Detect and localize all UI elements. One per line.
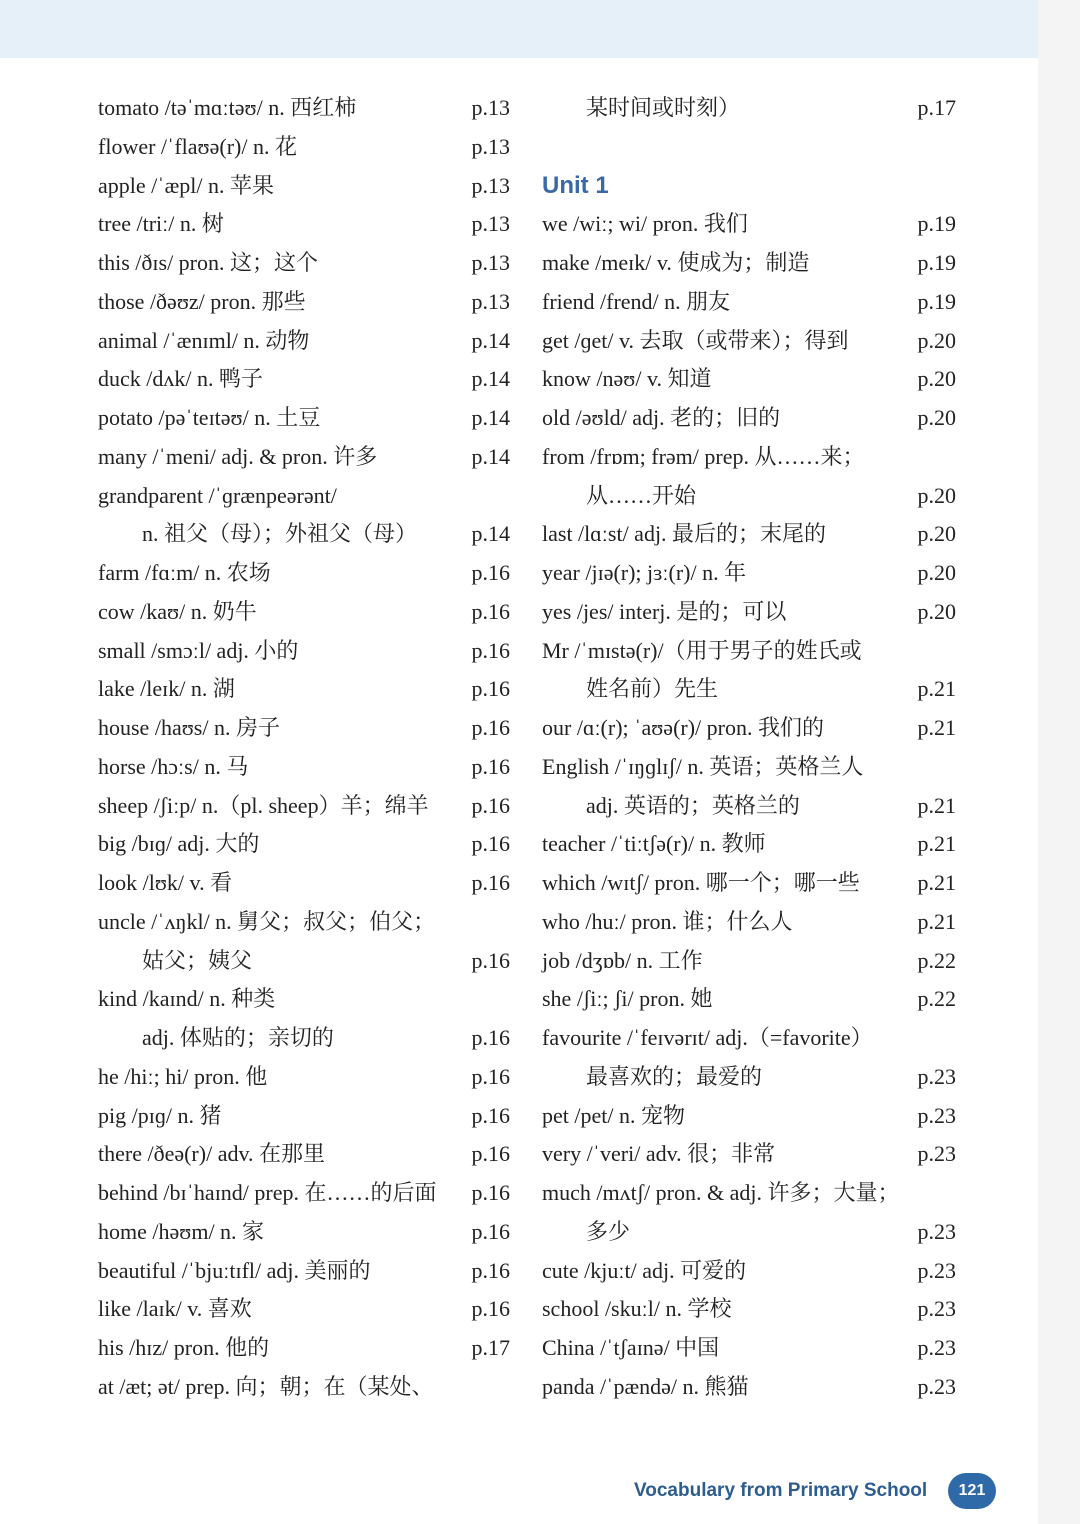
vocab-entry	[542, 1135, 956, 1174]
vocab-page-ref: p.16	[471, 1296, 510, 1322]
vocab-entry-text: potato /pəˈteɪtəʊ/ n. 土豆	[98, 405, 321, 430]
vocab-entry-text: Mr /ˈmɪstə(r)/（用于男子的姓氏或	[542, 637, 862, 663]
vocab-page-ref: p.16	[471, 1257, 510, 1283]
vocab-entry	[542, 1097, 956, 1136]
vocab-entry-text: behind /bɪˈhaɪnd/ prep. 在……的后面	[98, 1180, 437, 1205]
vocab-entry	[542, 709, 956, 748]
vocab-entry	[542, 1174, 956, 1213]
vocab-page-ref: p.23	[917, 1257, 956, 1283]
vocab-page-ref: p.23	[917, 1296, 956, 1322]
vocab-entry-text: pet /pet/ n. 宠物	[542, 1102, 685, 1128]
vocab-entry	[98, 1019, 510, 1058]
vocab-entry	[98, 554, 510, 593]
vocab-entry-text: very /ˈveri/ adv. 很；非常	[542, 1141, 776, 1167]
vocab-page-ref: p.13	[471, 211, 510, 237]
vocab-page-ref: p.16	[471, 598, 510, 624]
vocab-entry-text: tomato /təˈmɑːtəʊ/ n. 西红柿	[98, 95, 357, 120]
vocab-page-ref: p.20	[917, 598, 956, 624]
vocab-page-ref: p.13	[471, 95, 510, 120]
vocab-entry-text: big /bɪɡ/ adj. 大的	[98, 831, 260, 857]
vocab-entry-text: he /hiː; hi/ pron. 他	[98, 1063, 268, 1089]
vocab-entry	[98, 1174, 510, 1213]
vocab-page-ref: p.21	[917, 792, 956, 818]
vocab-entry	[98, 670, 510, 709]
vocab-entry	[98, 515, 510, 554]
vocab-entry	[98, 593, 510, 632]
vocab-entry-text: 从……开始	[586, 482, 697, 508]
vocab-entry	[98, 709, 510, 748]
page-number-badge: 121	[948, 1473, 996, 1509]
vocab-entry-text: yes /jes/ interj. 是的；可以	[542, 598, 787, 624]
vocab-entry-text: grandparent /ˈɡrænpeərənt/	[98, 482, 337, 508]
vocab-entry-text: like /laɪk/ v. 喜欢	[98, 1296, 252, 1322]
vocab-entry-text: tree /triː/ n. 树	[98, 211, 224, 237]
vocab-entry	[542, 1252, 956, 1291]
vocab-entry	[98, 244, 510, 283]
vocab-entry	[542, 1058, 956, 1097]
vocab-entry-text: uncle /ˈʌŋkl/ n. 舅父；叔父；伯父；	[98, 908, 436, 934]
vocab-entry-text: sheep /ʃiːp/ n.（pl. sheep）羊；绵羊	[98, 792, 429, 818]
vocab-entry	[542, 903, 956, 942]
vocab-entry	[542, 980, 956, 1019]
vocab-page-ref: p.16	[471, 1218, 510, 1244]
vocab-page-ref: p.16	[471, 1102, 510, 1128]
vocab-page-ref: p.19	[917, 250, 956, 275]
vocab-entry-text: favourite /ˈfeɪvərɪt/ adj.（=favorite）	[542, 1025, 873, 1050]
vocab-page-ref: p.13	[471, 133, 510, 159]
unit-heading	[542, 167, 956, 206]
vocab-page-ref: p.20	[917, 366, 956, 392]
vocab-entry	[542, 477, 956, 516]
vocab-entry-text: 姑父；姨父	[142, 947, 253, 973]
vocab-page-ref: p.16	[471, 831, 510, 857]
vocab-page-ref: p.23	[917, 1102, 956, 1128]
vocab-entry	[98, 1329, 510, 1368]
vocab-entry-text: cute /kjuːt/ adj. 可爱的	[542, 1257, 747, 1283]
vocab-page-ref: p.17	[917, 95, 956, 120]
vocab-page-ref: p.14	[471, 366, 510, 392]
vocab-page-ref: p.23	[917, 1335, 956, 1360]
vocab-page-ref: p.14	[471, 443, 510, 469]
vocab-page-ref: p.21	[917, 715, 956, 740]
vocab-entry-text: there /ðeə(r)/ adv. 在那里	[98, 1141, 326, 1167]
vocab-entry	[98, 1213, 510, 1252]
vocab-page-ref: p.16	[471, 637, 510, 663]
vocab-entry	[98, 477, 510, 516]
vocab-entry	[98, 167, 510, 206]
vocab-entry-text: 某时间或时刻）	[586, 95, 741, 120]
vocab-entry	[98, 438, 510, 477]
footer-book-section-title: Vocabulary from Primary School	[634, 1480, 928, 1501]
vocab-entry-text: animal /ˈænɪml/ n. 动物	[98, 327, 310, 353]
vocab-entry	[542, 438, 956, 477]
vocab-page-ref: p.22	[917, 947, 956, 973]
vocab-entry	[542, 632, 956, 671]
vocab-entry-text: lake /leɪk/ n. 湖	[98, 676, 235, 702]
unit-heading-label: Unit 1	[542, 171, 609, 199]
vocab-entry	[542, 942, 956, 981]
vocab-page-ref: p.16	[471, 1063, 510, 1089]
page-edge-shadow	[1038, 0, 1080, 1524]
vocab-entry-text: small /smɔːl/ adj. 小的	[98, 637, 299, 663]
vocab-page-ref: p.16	[471, 560, 510, 585]
vocab-entry	[98, 748, 510, 787]
vocab-entry	[542, 89, 956, 128]
vocab-page-ref: p.23	[917, 1373, 956, 1399]
vocab-entry	[542, 1213, 956, 1252]
vocab-entry-text: 姓名前）先生	[586, 676, 719, 702]
vocab-entry-text: know /nəʊ/ v. 知道	[542, 366, 712, 392]
vocab-entry	[98, 1097, 510, 1136]
vocab-entry-text: his /hɪz/ pron. 他的	[98, 1335, 270, 1360]
vocab-entry-text: year /jɪə(r); jɜː(r)/ n. 年	[542, 560, 747, 585]
vocab-entry-text: 多少	[586, 1218, 631, 1244]
left-vocabulary-column	[98, 89, 510, 1407]
vocab-entry-text: house /haʊs/ n. 房子	[98, 715, 280, 740]
vocab-entry-text: farm /fɑːm/ n. 农场	[98, 560, 271, 585]
vocab-page-ref: p.16	[471, 870, 510, 895]
vocab-page-ref: p.20	[917, 521, 956, 547]
vocab-entry-text: pig /pɪɡ/ n. 猪	[98, 1102, 222, 1128]
vocab-entry	[542, 399, 956, 438]
vocab-page-ref: p.13	[471, 172, 510, 198]
vocab-page-ref: p.16	[471, 792, 510, 818]
vocab-entry	[98, 787, 510, 826]
vocab-entry	[98, 283, 510, 322]
vocab-entry-text: who /huː/ pron. 谁；什么人	[542, 908, 793, 934]
vocab-entry-text: which /wɪtʃ/ pron. 哪一个；哪一些	[542, 870, 860, 895]
vocab-entry-text: n. 祖父（母）；外祖父（母）	[142, 521, 418, 547]
vocab-entry	[542, 593, 956, 632]
vocab-page-ref: p.20	[917, 482, 956, 508]
vocab-page-ref: p.16	[471, 1180, 510, 1205]
vocab-entry	[542, 283, 956, 322]
vocab-entry	[542, 1329, 956, 1368]
vocab-page-ref: p.16	[471, 676, 510, 702]
vocab-page-ref: p.21	[917, 676, 956, 702]
vocab-entry	[98, 360, 510, 399]
vocab-entry	[98, 825, 510, 864]
vocab-page-ref: p.21	[917, 908, 956, 934]
vocab-entry	[98, 1368, 510, 1407]
vocab-entry-text: 最喜欢的；最爱的	[586, 1063, 763, 1089]
vocab-entry-text: job /dʒɒb/ n. 工作	[542, 947, 703, 973]
vocab-entry-text: horse /hɔːs/ n. 马	[98, 753, 249, 779]
vocab-entry	[542, 1368, 956, 1407]
vocab-entry	[542, 1290, 956, 1329]
vocab-entry	[542, 322, 956, 361]
vocab-entry	[98, 942, 510, 981]
vocab-entry-text: last /lɑːst/ adj. 最后的；末尾的	[542, 521, 827, 547]
vocab-page-ref: p.19	[917, 211, 956, 237]
vocab-entry	[542, 515, 956, 554]
vocab-page-ref: p.16	[471, 1141, 510, 1167]
vocab-page-ref: p.14	[471, 327, 510, 353]
vocab-page-ref: p.21	[917, 831, 956, 857]
vocab-entry-text: she /ʃiː; ʃi/ pron. 她	[542, 986, 713, 1012]
vocab-entry	[542, 825, 956, 864]
vocab-entry-text: China /ˈtʃaɪnə/ 中国	[542, 1335, 720, 1360]
vocab-page-ref: p.23	[917, 1218, 956, 1244]
vocab-page-ref: p.14	[471, 521, 510, 547]
vocab-entry-text: flower /ˈflaʊə(r)/ n. 花	[98, 133, 297, 159]
vocab-entry-text: from /frɒm; frəm/ prep. 从……来；	[542, 443, 865, 469]
vocab-entry-text: kind /kaɪnd/ n. 种类	[98, 986, 276, 1012]
vocab-entry-text: English /ˈɪŋɡlɪʃ/ n. 英语；英格兰人	[542, 753, 864, 779]
vocab-page-ref: p.21	[917, 870, 956, 895]
vocab-page-ref: p.16	[471, 715, 510, 740]
vocab-entry-text: look /lʊk/ v. 看	[98, 870, 233, 895]
vocab-entry	[98, 205, 510, 244]
vocab-entry-text: apple /ˈæpl/ n. 苹果	[98, 172, 274, 198]
vocab-page-ref: p.16	[471, 947, 510, 973]
vocab-entry	[542, 360, 956, 399]
vocab-page-ref: p.23	[917, 1063, 956, 1089]
vocab-entry	[98, 1290, 510, 1329]
vocab-entry-text: this /ðɪs/ pron. 这；这个	[98, 250, 319, 275]
vocab-page-ref: p.19	[917, 288, 956, 314]
vocab-entry-text: teacher /ˈtiːtʃə(r)/ n. 教师	[542, 831, 766, 857]
vocab-page-ref: p.20	[917, 327, 956, 353]
vocab-entry	[542, 244, 956, 283]
vocab-entry-text: cow /kaʊ/ n. 奶牛	[98, 598, 257, 624]
right-vocabulary-column	[542, 89, 956, 1407]
vocab-entry-text: our /ɑː(r); ˈaʊə(r)/ pron. 我们的	[542, 715, 824, 740]
vocab-entry-text: at /æt; ət/ prep. 向；朝；在（某处、	[98, 1373, 434, 1399]
vocab-entry-text: friend /frend/ n. 朋友	[542, 288, 731, 314]
vocab-entry	[542, 864, 956, 903]
vocab-entry-text: beautiful /ˈbjuːtɪfl/ adj. 美丽的	[98, 1257, 371, 1283]
vocab-entry	[98, 864, 510, 903]
vocab-entry	[542, 1019, 956, 1058]
vocab-entry	[98, 89, 510, 128]
vocab-entry-text: panda /ˈpændə/ n. 熊猫	[542, 1373, 749, 1399]
vocab-entry-text: adj. 体贴的；亲切的	[142, 1025, 334, 1050]
vocab-page-ref: p.16	[471, 1025, 510, 1050]
vocab-entry-text: many /ˈmeni/ adj. & pron. 许多	[98, 443, 378, 469]
vocab-page-ref: p.22	[917, 986, 956, 1012]
vocab-entry	[98, 632, 510, 671]
vocab-entry	[98, 1252, 510, 1291]
vocab-entry	[98, 399, 510, 438]
vocab-entry-text: home /həʊm/ n. 家	[98, 1218, 265, 1244]
vocab-entry-text: make /meɪk/ v. 使成为；制造	[542, 250, 810, 275]
vocab-page-ref: p.23	[917, 1141, 956, 1167]
vocab-entry	[98, 1135, 510, 1174]
vocab-entry-text: old /əʊld/ adj. 老的；旧的	[542, 405, 781, 430]
vocab-page-ref: p.13	[471, 288, 510, 314]
vocab-entry	[542, 787, 956, 826]
vocab-entry	[542, 205, 956, 244]
vocab-page-ref: p.14	[471, 405, 510, 430]
vocab-entry-text: much /mʌtʃ/ pron. & adj. 许多；大量；	[542, 1180, 900, 1205]
vocab-entry	[98, 1058, 510, 1097]
vocab-entry	[98, 128, 510, 167]
vocab-entry	[542, 554, 956, 593]
top-header-band	[0, 0, 1038, 58]
vocab-entry	[98, 980, 510, 1019]
vocab-page-ref: p.16	[471, 753, 510, 779]
vocab-entry-text: duck /dʌk/ n. 鸭子	[98, 366, 263, 392]
vocab-page-ref: p.13	[471, 250, 510, 275]
vocab-entry	[98, 903, 510, 942]
vocab-entry	[542, 670, 956, 709]
vocab-entry-text: those /ðəʊz/ pron. 那些	[98, 288, 306, 314]
vocab-entry	[98, 322, 510, 361]
vocab-entry-text: we /wiː; wi/ pron. 我们	[542, 211, 748, 237]
vocab-page-ref: p.20	[917, 560, 956, 585]
vocab-entry	[542, 748, 956, 787]
vocab-entry-text: school /skuːl/ n. 学校	[542, 1296, 732, 1322]
vocab-page-ref: p.20	[917, 405, 956, 430]
vocab-entry-text: adj. 英语的；英格兰的	[586, 792, 800, 818]
vocab-page-ref: p.17	[471, 1335, 510, 1360]
vocab-entry-text: get /ɡet/ v. 去取（或带来）；得到	[542, 327, 849, 353]
vocab-entry	[542, 128, 956, 167]
